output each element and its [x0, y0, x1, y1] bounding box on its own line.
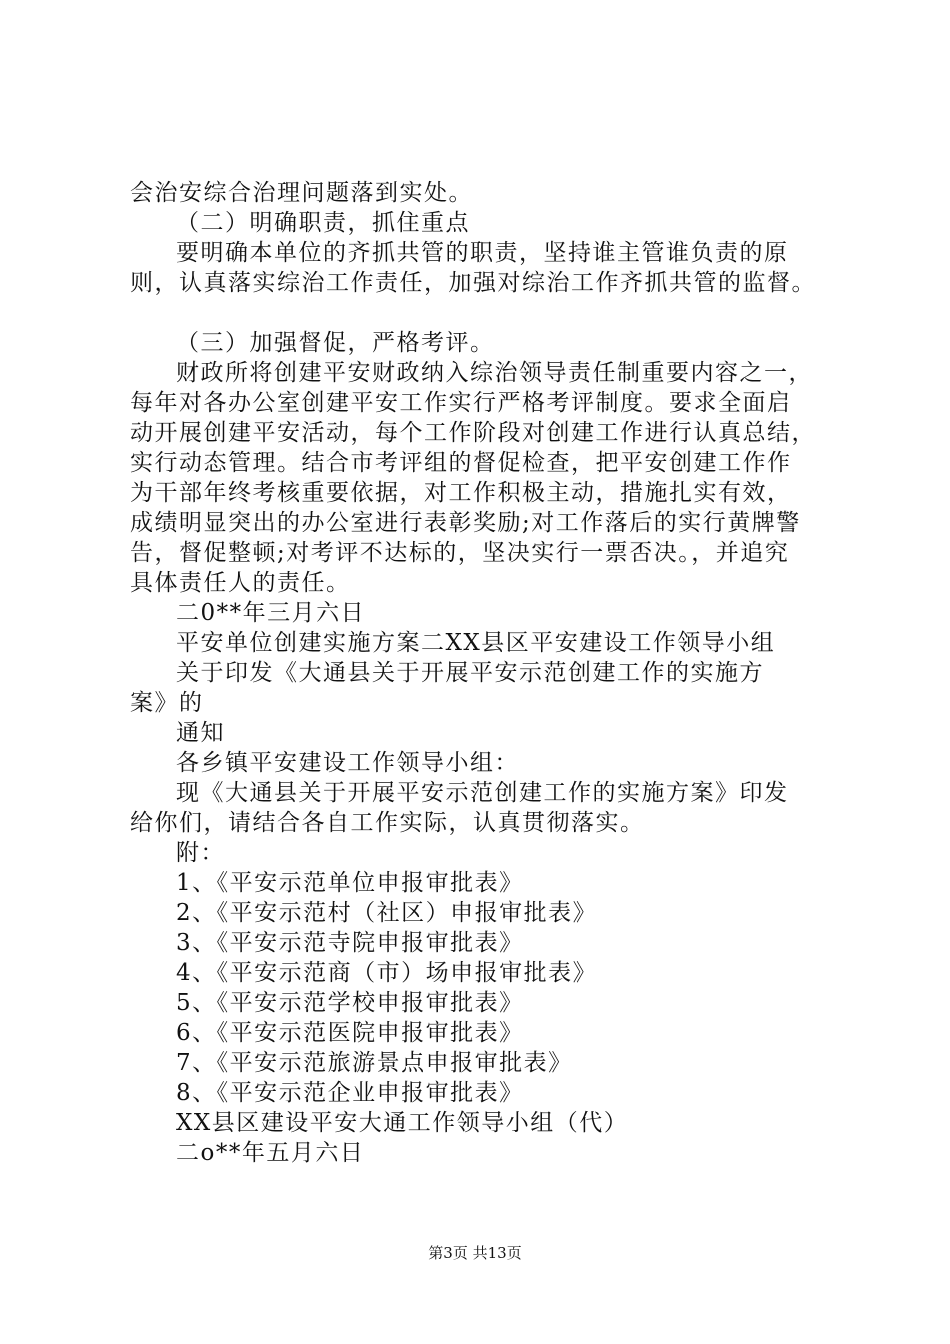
body-line: 则，认真落实综治工作责任，加强对综治工作齐抓共管的监督。	[130, 270, 816, 296]
body-line: 为干部年终考核重要依据，对工作积极主动，措施扎实有效，	[130, 480, 792, 506]
section-heading: （二）明确职责，抓住重点	[176, 210, 470, 236]
date-line: 二o**年五月六日	[176, 1140, 365, 1166]
salutation-line: 各乡镇平安建设工作领导小组：	[176, 750, 519, 776]
body-line: 成绩明显突出的办公室进行表彰奖励;对工作落后的实行黄牌警	[130, 510, 801, 536]
body-line: 告，督促整顿;对考评不达标的，坚决实行一票否决。，并追究	[130, 540, 790, 566]
body-line: 要明确本单位的齐抓共管的职责，坚持谁主管谁负责的原	[176, 240, 789, 266]
body-line: 实行动态管理。结合市考评组的督促检查，把平安创建工作作	[130, 450, 792, 476]
body-line: 现《大通县关于开展平安示范创建工作的实施方案》印发	[176, 780, 789, 806]
body-line: 每年对各办公室创建平安工作实行严格考评制度。要求全面启	[130, 390, 792, 416]
page-number: 第3页 共13页	[428, 1244, 522, 1262]
title-line: 案》的	[130, 690, 204, 716]
body-line: 财政所将创建平安财政纳入综治领导责任制重要内容之一，	[176, 360, 813, 386]
attachment-item: 5、《平安示范学校申报审批表》	[176, 990, 524, 1016]
body-line: 动开展创建平安活动，每个工作阶段对创建工作进行认真总结，	[130, 420, 816, 446]
body-line: 给你们，请结合各自工作实际，认真贯彻落实。	[130, 810, 645, 836]
attachment-item: 8、《平安示范企业申报审批表》	[176, 1080, 524, 1106]
section-heading: （三）加强督促，严格考评。	[176, 330, 495, 356]
attachment-item: 7、《平安示范旅游景点申报审批表》	[176, 1050, 573, 1076]
date-line: 二0**年三月六日	[176, 600, 366, 626]
body-line: 会治安综合治理问题落到实处。	[130, 180, 473, 206]
attachment-item: 4、《平安示范商（市）场申报审批表》	[176, 960, 598, 986]
signature-line: XX县区建设平安大通工作领导小组（代）	[176, 1110, 629, 1136]
attachment-heading: 附：	[176, 840, 225, 866]
attachment-item: 2、《平安示范村（社区）申报审批表》	[176, 900, 598, 926]
body-line: 具体责任人的责任。	[130, 570, 351, 596]
title-line: 关于印发《大通县关于开展平安示范创建工作的实施方	[176, 660, 764, 686]
attachment-item: 6、《平安示范医院申报审批表》	[176, 1020, 524, 1046]
title-line: 平安单位创建实施方案二XX县区平安建设工作领导小组	[176, 630, 776, 656]
attachment-item: 3、《平安示范寺院申报审批表》	[176, 930, 524, 956]
notice-heading: 通知	[176, 720, 225, 746]
attachment-item: 1、《平安示范单位申报审批表》	[176, 870, 524, 896]
